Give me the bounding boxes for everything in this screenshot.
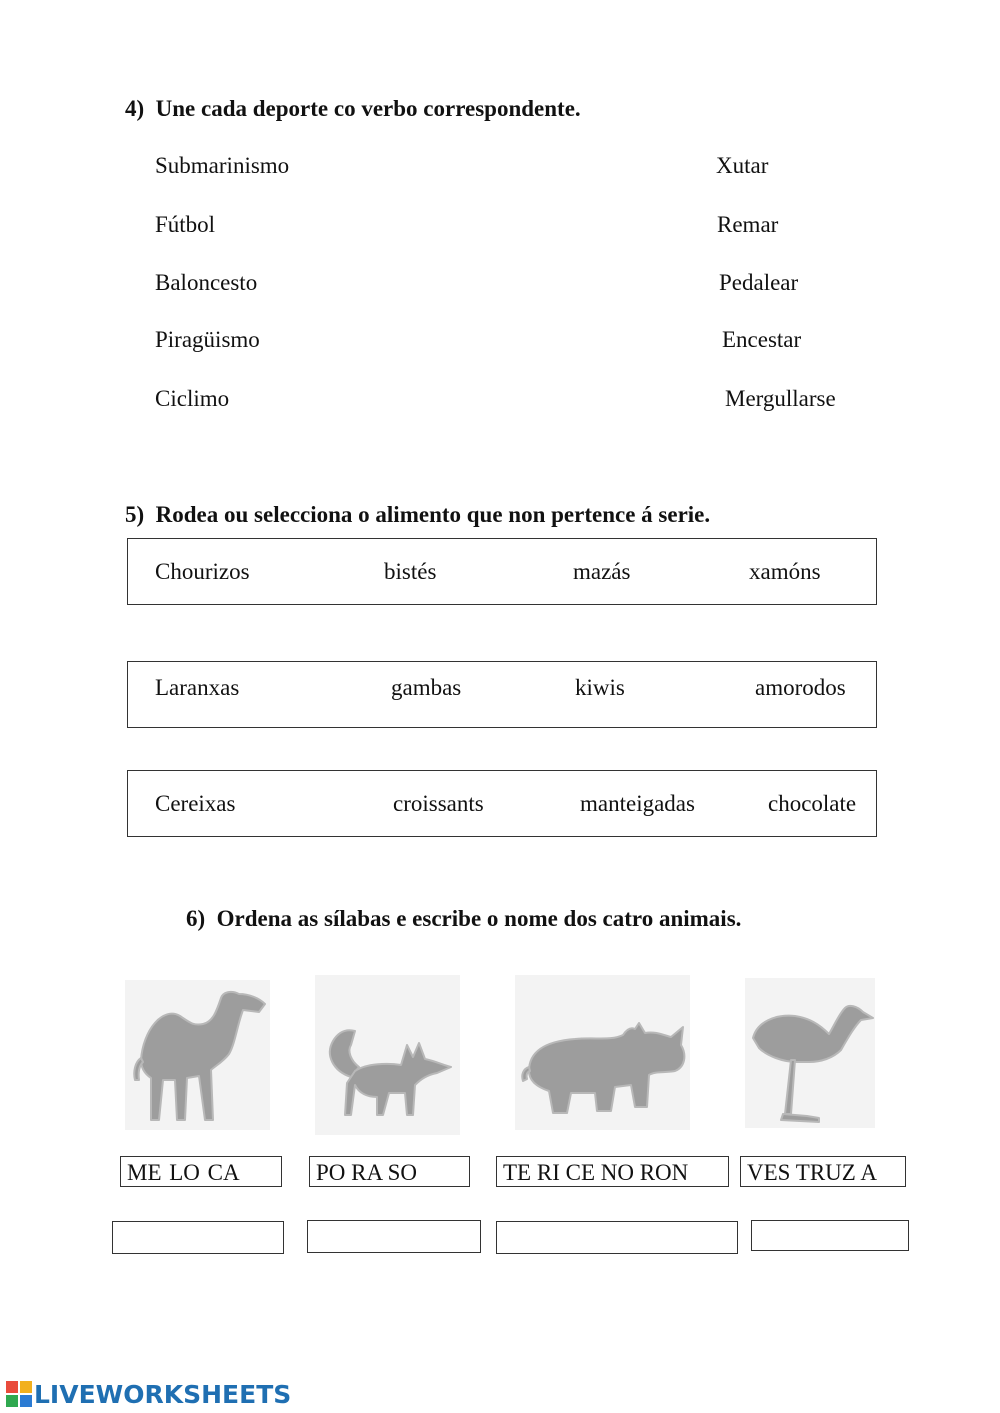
ostrich-icon (745, 978, 875, 1128)
q5-option[interactable]: chocolate (768, 791, 857, 816)
rhinoceros-icon (515, 975, 690, 1130)
answer-input-1[interactable] (112, 1221, 284, 1254)
logo-mark-icon (6, 1381, 34, 1409)
q4-verb-5[interactable]: Mergullarse (725, 386, 836, 411)
syllable-box-2: PO RA SO (309, 1156, 470, 1187)
answer-input-3[interactable] (496, 1221, 738, 1254)
q4-heading: 4) Une cada deporte co verbo correspondente. (125, 96, 581, 121)
logo-text: LIVEWORKSHEETS (34, 1380, 292, 1409)
q5-option[interactable]: kiwis (575, 675, 625, 700)
q5-option[interactable]: Chourizos (155, 559, 250, 584)
q5-option[interactable]: amorodos (755, 675, 846, 700)
fox-icon (315, 975, 460, 1135)
q5-option[interactable]: manteigadas (580, 791, 695, 816)
q5-option[interactable]: mazás (573, 559, 631, 584)
q5-row-box-3 (127, 770, 877, 837)
camel-icon (125, 980, 270, 1130)
q5-option[interactable]: bistés (384, 559, 437, 584)
syllable-box-3: TE RI CE NO RON (496, 1156, 729, 1187)
q4-verb-4[interactable]: Encestar (722, 327, 802, 352)
q5-option[interactable]: Cereixas (155, 791, 236, 816)
q4-sport-5[interactable]: Ciclimo (155, 386, 230, 411)
q4-verb-2[interactable]: Remar (717, 212, 779, 237)
q4-verb-3[interactable]: Pedalear (719, 270, 799, 295)
q5-heading: 5) Rodea ou selecciona o alimento que non pertence á serie. (125, 502, 711, 527)
liveworksheets-logo[interactable] (6, 1380, 291, 1409)
q5-option[interactable]: Laranxas (155, 675, 240, 700)
q5-option[interactable]: croissants (393, 791, 484, 816)
answer-input-2[interactable] (307, 1220, 481, 1253)
answer-input-4[interactable] (751, 1220, 909, 1251)
q4-sport-2[interactable]: Fútbol (155, 212, 216, 237)
q4-sport-1[interactable]: Submarinismo (155, 153, 290, 178)
q4-verb-1[interactable]: Xutar (716, 153, 769, 178)
q5-option[interactable]: gambas (391, 675, 462, 700)
q4-sport-3[interactable]: Baloncesto (155, 270, 258, 295)
q5-option[interactable]: xamóns (749, 559, 821, 584)
syllable-box-4: VES TRUZ A (740, 1156, 906, 1187)
q6-heading: 6) Ordena as sílabas e escribe o nome dos catro animais. (186, 906, 742, 931)
q4-sport-4[interactable]: Piragüismo (155, 327, 260, 352)
syllable-box-1: ME LO CA (120, 1156, 282, 1187)
